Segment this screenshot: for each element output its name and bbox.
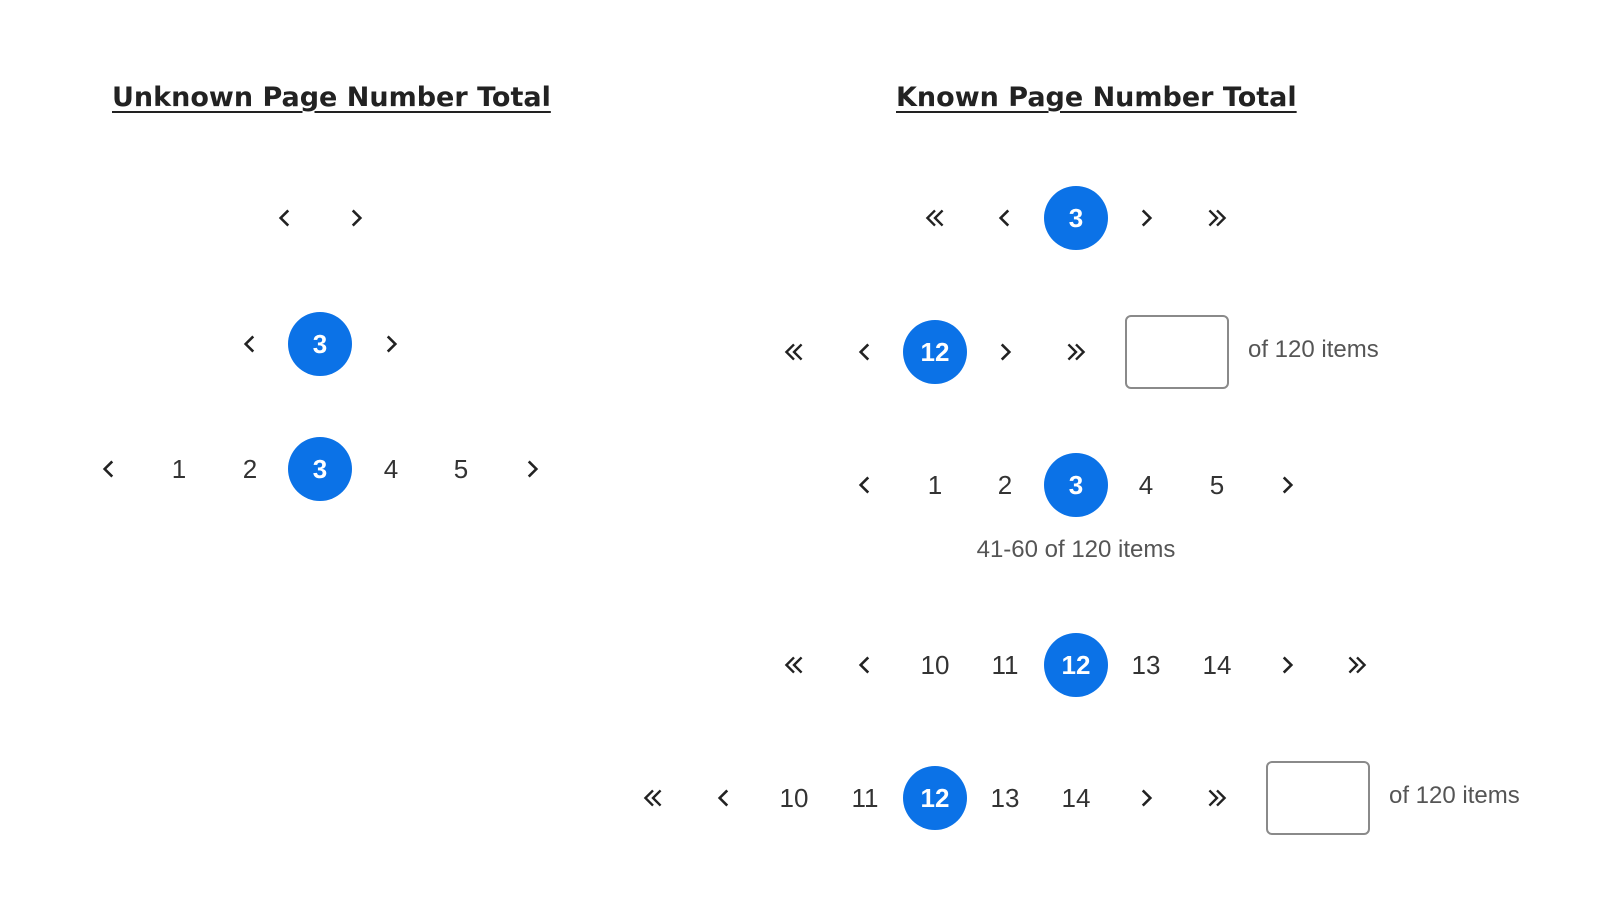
chevron-right-icon (992, 339, 1018, 365)
page-button[interactable]: 2 (242, 453, 258, 484)
prev-button[interactable] (692, 766, 756, 830)
page-button[interactable]: 10 (920, 649, 950, 680)
first-button[interactable] (621, 766, 685, 830)
chevron-right-icon (1133, 785, 1159, 811)
chevron-left-icon (992, 205, 1018, 231)
current-page[interactable]: 3 (1044, 186, 1108, 250)
page-button[interactable]: 1 (927, 469, 943, 500)
page-button[interactable]: 13 (1131, 649, 1161, 680)
double-chevron-right-icon (1344, 652, 1370, 678)
heading-unknown-total: Unknown Page Number Total (112, 82, 551, 113)
first-button[interactable] (762, 633, 826, 697)
last-button[interactable] (1185, 766, 1249, 830)
chevron-left-icon (852, 652, 878, 678)
known-pagination-numbered (0, 453, 1600, 517)
page-button[interactable]: 4 (383, 453, 399, 484)
prev-button[interactable] (833, 633, 897, 697)
current-page[interactable]: 12 (903, 766, 967, 830)
page-jump-input[interactable] (1266, 761, 1370, 835)
current-page[interactable]: 3 (288, 437, 352, 501)
last-button[interactable] (1185, 186, 1249, 250)
known-pagination-window (0, 633, 1600, 697)
items-count: of 120 items (1389, 782, 1520, 809)
items-count: of 120 items (1248, 336, 1379, 363)
prev-button[interactable] (833, 453, 897, 517)
page-button[interactable]: 14 (1202, 649, 1232, 680)
double-chevron-left-icon (781, 652, 807, 678)
page-button[interactable]: 11 (991, 649, 1019, 680)
known-pagination-jump (0, 320, 1600, 384)
page-button[interactable]: 14 (1061, 782, 1091, 813)
range-label: 41-60 of 120 items (976, 536, 1176, 563)
chevron-right-icon (1274, 652, 1300, 678)
current-page[interactable]: 3 (288, 312, 352, 376)
first-button[interactable] (903, 186, 967, 250)
first-button[interactable] (762, 320, 826, 384)
next-button[interactable] (1255, 453, 1319, 517)
page-button[interactable]: 5 (453, 453, 469, 484)
chevron-right-icon (1274, 472, 1300, 498)
chevron-left-icon (711, 785, 737, 811)
page-button[interactable]: 5 (1209, 469, 1225, 500)
chevron-left-icon (852, 339, 878, 365)
next-button[interactable] (973, 320, 1037, 384)
known-pagination-simple (0, 186, 1600, 250)
double-chevron-right-icon (1204, 205, 1230, 231)
prev-button[interactable] (833, 320, 897, 384)
double-chevron-left-icon (922, 205, 948, 231)
page-button[interactable]: 10 (779, 782, 809, 813)
page-jump-input[interactable] (1125, 315, 1229, 389)
page-button[interactable]: 4 (1138, 469, 1154, 500)
last-button[interactable] (1325, 633, 1389, 697)
next-button[interactable] (1114, 186, 1178, 250)
current-page[interactable]: 3 (1044, 453, 1108, 517)
known-pagination-window-jump (0, 766, 1600, 830)
double-chevron-left-icon (640, 785, 666, 811)
current-page[interactable]: 12 (1044, 633, 1108, 697)
chevron-right-icon (1133, 205, 1159, 231)
page-button[interactable]: 1 (171, 453, 187, 484)
page-button[interactable]: 2 (997, 469, 1013, 500)
page-button[interactable]: 11 (851, 782, 879, 813)
page-button[interactable]: 13 (990, 782, 1020, 813)
heading-known-total: Known Page Number Total (896, 82, 1297, 113)
chevron-left-icon (852, 472, 878, 498)
double-chevron-right-icon (1063, 339, 1089, 365)
next-button[interactable] (1114, 766, 1178, 830)
current-page[interactable]: 12 (903, 320, 967, 384)
double-chevron-left-icon (781, 339, 807, 365)
last-button[interactable] (1044, 320, 1108, 384)
double-chevron-right-icon (1204, 785, 1230, 811)
next-button[interactable] (1255, 633, 1319, 697)
prev-button[interactable] (973, 186, 1037, 250)
